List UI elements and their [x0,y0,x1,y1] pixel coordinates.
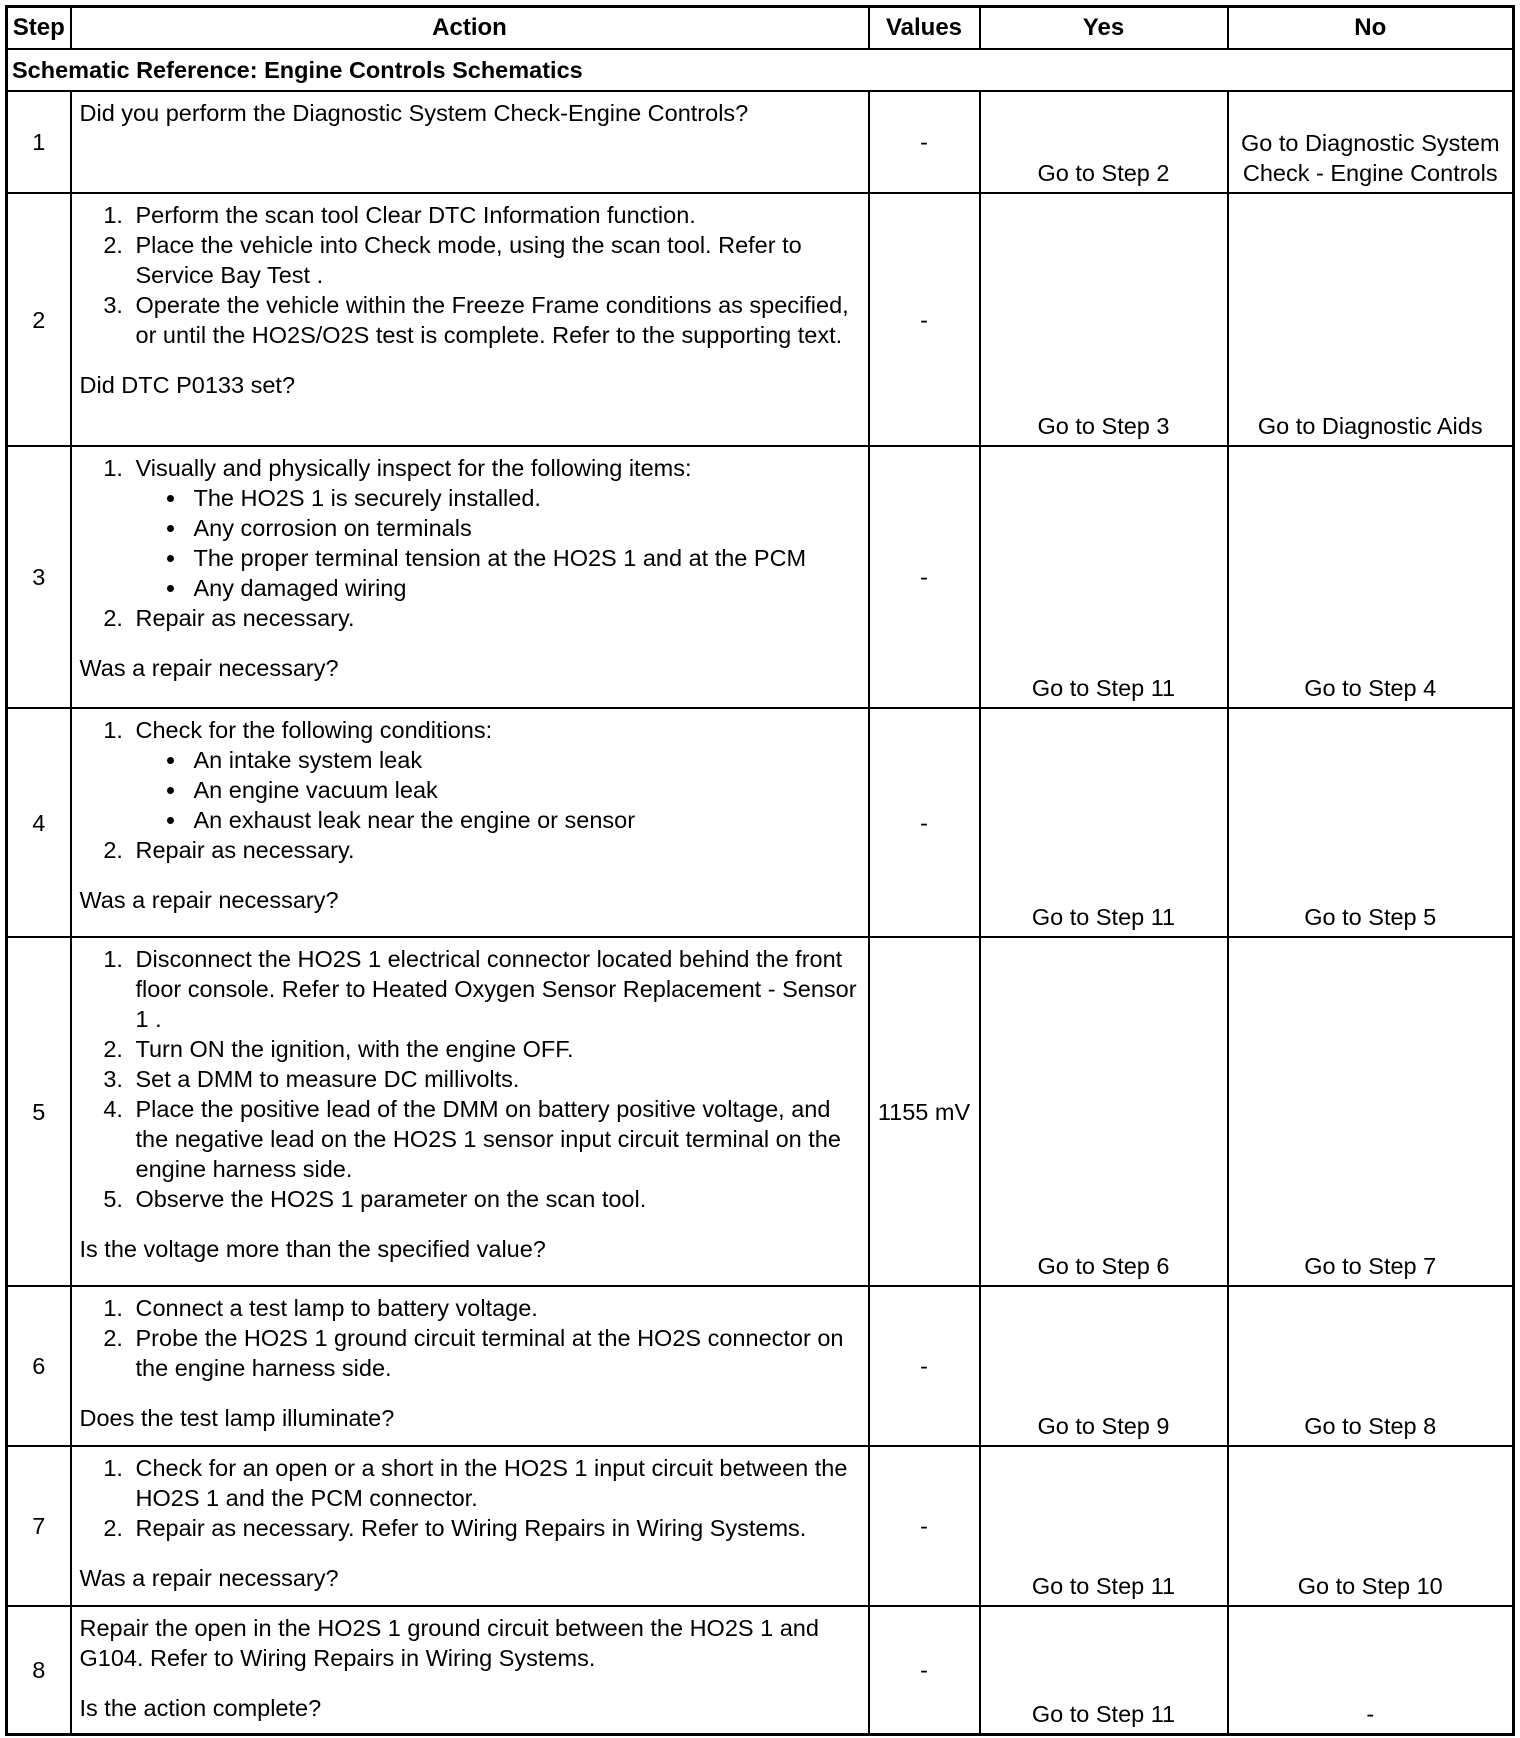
step-yes: Go to Step 11 [980,1606,1228,1734]
action-text: Did you perform the Diagnostic System Check-Engine Controls? [79,100,749,126]
step-number: 6 [7,1286,71,1446]
action-item: 2. Turn ON the ignition, with the engine OFF. [130,1034,860,1064]
action-list [80,715,860,865]
header-step: Step [7,7,71,50]
step-action [71,193,869,446]
action-item: 4. Place the positive lead of the DMM on battery positive voltage, and the negative lead on the HO2S 1 sensor input circuit terminal on the engine harness side. [130,1094,860,1184]
step-number: 5 [7,937,71,1286]
step-value: - [869,91,980,193]
action-text: Repair the open in the HO2S 1 ground circuit between the HO2S 1 and G104. Refer to Wiring Repairs in Wiring Systems. [79,1615,819,1671]
step-yes: Go to Step 2 [980,91,1228,193]
action-list [80,1293,860,1383]
header-row [7,7,1514,50]
action-item: 3. Set a DMM to measure DC millivolts. [130,1064,860,1094]
action-list [80,200,860,350]
header-yes: Yes [980,7,1228,50]
action-item: 1. Disconnect the HO2S 1 electrical connector located behind the front floor console. Refer to Heated Oxygen Sensor Replacement - Sensor 1 . [130,944,860,1034]
action-item [130,715,860,835]
action-question: Was a repair necessary? [79,887,339,913]
bullet-item: • An engine vacuum leak [188,775,860,805]
action-item: 1. Connect a test lamp to battery voltage. [130,1293,860,1323]
action-item [130,453,860,603]
action-question: Was a repair necessary? [79,655,339,681]
action-item: 2. Repair as necessary. [130,603,860,633]
action-item: 5. Observe the HO2S 1 parameter on the scan tool. [130,1184,860,1214]
action-question: Is the voltage more than the specified value? [79,1236,546,1262]
step-action [71,1286,869,1446]
action-question: Does the test lamp illuminate? [79,1405,395,1431]
bullet-item: • An exhaust leak near the engine or sensor [188,805,860,835]
step-value: - [869,1606,980,1734]
step-value: - [869,193,980,446]
step-yes: Go to Step 6 [980,937,1228,1286]
step-no: Go to Step 5 [1228,708,1514,937]
step-value: - [869,1446,980,1606]
action-item: 2. Place the vehicle into Check mode, using the scan tool. Refer to Service Bay Test . [130,230,860,290]
action-item-text: Visually and physically inspect for the following items: [135,455,692,481]
step-row-1 [7,91,1514,193]
step-yes: Go to Step 3 [980,193,1228,446]
bullet-item: • An intake system leak [188,745,860,775]
bullet-list [136,745,860,835]
header-no: No [1228,7,1514,50]
step-row-3 [7,446,1514,708]
step-value: 1155 mV [869,937,980,1286]
diagnostic-table-container [5,5,1512,1736]
step-no: Go to Diagnostic Aids [1228,193,1514,446]
step-row-7 [7,1446,1514,1606]
step-yes: Go to Step 9 [980,1286,1228,1446]
action-question: Did DTC P0133 set? [79,372,296,398]
schematic-reference-row [7,49,1514,91]
step-action [71,446,869,708]
step-no: - [1228,1606,1514,1734]
action-list [80,944,860,1214]
action-item: 1. Check for an open or a short in the HO2S 1 input circuit between the HO2S 1 and the PCM connector. [130,1453,860,1513]
header-values: Values [869,7,980,50]
step-number: 2 [7,193,71,446]
step-number: 4 [7,708,71,937]
step-row-5 [7,937,1514,1286]
action-item: 2. Probe the HO2S 1 ground circuit terminal at the HO2S connector on the engine harness side. [130,1323,860,1383]
step-yes: Go to Step 11 [980,446,1228,708]
step-row-6 [7,1286,1514,1446]
bullet-item: • The proper terminal tension at the HO2S 1 and at the PCM [188,543,860,573]
step-row-8 [7,1606,1514,1734]
action-item: 2. Repair as necessary. [130,835,860,865]
step-value: - [869,1286,980,1446]
step-no: Go to Step 10 [1228,1446,1514,1606]
schematic-reference: Schematic Reference: Engine Controls Schematics [7,49,1514,91]
step-number: 3 [7,446,71,708]
step-no: Go to Step 4 [1228,446,1514,708]
bullet-item: • Any damaged wiring [188,573,860,603]
step-number: 1 [7,91,71,193]
step-action [71,937,869,1286]
step-action [71,708,869,937]
step-no: Go to Diagnostic System Check - Engine Controls [1228,91,1514,193]
step-action [71,91,869,193]
step-action [71,1606,869,1734]
step-action [71,1446,869,1606]
action-item: 1. Perform the scan tool Clear DTC Information function. [130,200,860,230]
step-no: Go to Step 8 [1228,1286,1514,1446]
bullet-item: • Any corrosion on terminals [188,513,860,543]
step-number: 8 [7,1606,71,1734]
step-row-2 [7,193,1514,446]
bullet-list [136,483,860,603]
step-value: - [869,446,980,708]
action-item: 3. Operate the vehicle within the Freeze Frame conditions as specified, or until the HO2S/O2S test is complete. Refer to the supporting text. [130,290,860,350]
step-yes: Go to Step 11 [980,708,1228,937]
step-row-4 [7,708,1514,937]
header-action: Action [71,7,869,50]
step-no: Go to Step 7 [1228,937,1514,1286]
step-value: - [869,708,980,937]
action-item-text: Check for the following conditions: [135,717,493,743]
action-list [80,453,860,633]
step-number: 7 [7,1446,71,1606]
diagnostic-table [5,5,1515,1736]
bullet-item: • The HO2S 1 is securely installed. [188,483,860,513]
action-question: Was a repair necessary? [79,1565,339,1591]
action-question: Is the action complete? [79,1695,322,1721]
action-item: 2. Repair as necessary. Refer to Wiring Repairs in Wiring Systems. [130,1513,860,1543]
action-list [80,1453,860,1543]
step-yes: Go to Step 11 [980,1446,1228,1606]
